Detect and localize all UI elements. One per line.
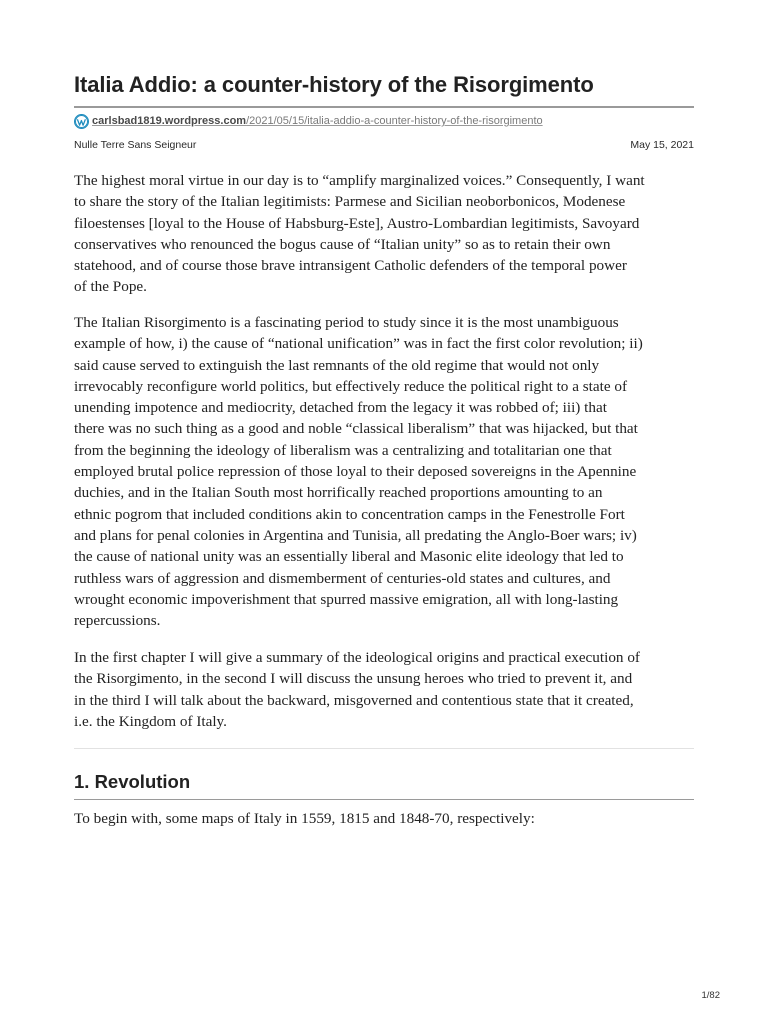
source-link[interactable] (92, 114, 543, 128)
paragraph-line: ethnic pogrom that included conditions akin to concentration camps in the Fenestrolle Fort (74, 505, 625, 523)
paragraph-line: statehood, and of course those brave intransigent Catholic defenders of the temporal power (74, 257, 627, 275)
paragraph-line: The Italian Risorgimento is a fascinating period to study since it is the most unambiguous (74, 314, 619, 331)
paragraph-line: from the beginning the ideology of liberalism was a centralizing and totalitarian one that (74, 441, 612, 459)
article-title: Italia Addio: a counter-history of the Risorgimento (74, 72, 594, 97)
paragraph-line: i.e. the Kingdom of Italy. (74, 712, 227, 730)
title-divider (74, 106, 694, 108)
source-path: /2021/05/15/italia-addio-a-counter-history-of-the-risorgimento (246, 115, 543, 127)
paragraph-line: The highest moral virtue in our day is to “amplify marginalized voices.” Consequently, I want (74, 172, 645, 189)
author-name: Nulle Terre Sans Seigneur (74, 139, 197, 151)
paragraph-3 (74, 647, 704, 732)
byline-row (74, 138, 694, 152)
paragraph-line: unending impotence and mediocrity, detached from the legacy it was robbed of; iii) that (74, 399, 607, 417)
paragraph-line: and plans for penal colonies in Argentina and Tunisia, all predating the Anglo-Boer wars; iv) (74, 526, 637, 544)
paragraph-line: To begin with, some maps of Italy in 1559, 1815 and 1848-70, respectively: (74, 810, 535, 827)
publish-date: May 15, 2021 (630, 139, 694, 151)
paragraph-line: said cause served to extinguish the last remnants of the old regime that would not only (74, 356, 600, 374)
section-paragraph (74, 808, 704, 829)
paragraph-line: the Risorgimento, in the second I will discuss the unsung heroes who tried to prevent it, and (74, 670, 633, 688)
section-separator (74, 748, 694, 749)
section-heading-divider (74, 799, 694, 800)
paragraph-line: in the third I will talk about the backward, misgoverned and contentious state that it created, (74, 691, 634, 709)
paragraph-line: conservatives who renounced the bogus cause of “Italian unity” so as to retain their own (74, 235, 611, 253)
paragraph-line: irrevocably reconfigure world politics, but effectively reduce the political right to a state of (74, 377, 628, 395)
paragraph-line: of the Pope. (74, 278, 147, 296)
paragraph-line: In the first chapter I will give a summary of the ideological origins and practical execution of (74, 649, 640, 666)
paragraph-line: repercussions. (74, 612, 161, 630)
paragraph-2 (74, 312, 704, 631)
paragraph-line: duchies, and in the Italian South most horrifically reached proportions amounting to an (74, 484, 603, 502)
paragraph-line: there was no such thing as a good and noble “classical liberalism” that was hijacked, but that (74, 420, 638, 438)
paragraph-line: employed brutal police repression of those loyal to their deposed sovereigns in the Apennine (74, 463, 637, 481)
paragraph-line: to share the story of the Italian legitimists: Parmese and Sicilian neoborbonicos, Modenese (74, 193, 626, 211)
paragraph-1 (74, 170, 704, 298)
page-number: 1/82 (701, 990, 720, 1001)
paragraph-line: example of how, i) the cause of “national unification” was in fact the first color revolution; ii) (74, 335, 643, 353)
paragraph-line: wrought economic impoverishment that spurred massive emigration, all with long-lasting (74, 590, 619, 608)
source-row (74, 112, 543, 130)
paragraph-line: the cause of national unity was an essentially liberal and Masonic elite ideology that led to (74, 548, 624, 566)
source-domain: carlsbad1819.wordpress.com (92, 115, 247, 127)
section-heading: 1. Revolution (74, 771, 191, 792)
wordpress-icon (74, 114, 89, 129)
paragraph-line: filoestenses [loyal to the House of Habsburg-Este], Austro-Lombardian legitimists, Savoyard (74, 214, 640, 232)
paragraph-line: ruthless wars of aggression and dismemberment of centuries-old states and cultures, and (74, 569, 611, 587)
